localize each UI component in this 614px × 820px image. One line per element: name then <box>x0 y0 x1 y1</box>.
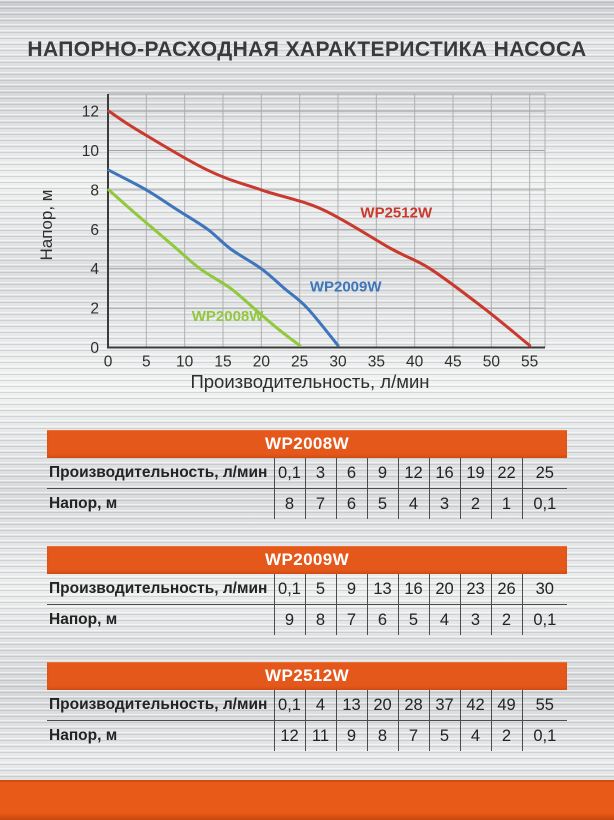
cell: 8 <box>367 721 398 752</box>
cell: 4 <box>305 690 336 721</box>
cell: 7 <box>305 489 336 520</box>
cell: 9 <box>336 721 367 752</box>
cell: 11 <box>305 721 336 752</box>
y-tick-label: 2 <box>90 300 99 318</box>
table-title: WP2009W <box>47 546 567 574</box>
y-tick-label: 10 <box>81 143 99 161</box>
cell: 0,1 <box>274 690 305 721</box>
x-tick-label: 45 <box>444 353 462 371</box>
cell: 0,1 <box>522 489 567 520</box>
x-tick-label: 0 <box>103 353 113 371</box>
cell: 7 <box>398 721 429 752</box>
cell: 5 <box>305 574 336 605</box>
x-tick-label: 15 <box>214 353 232 371</box>
series-curve-wp2512w <box>109 111 530 345</box>
cell: 49 <box>491 690 522 721</box>
cell: 12 <box>274 721 305 752</box>
cell: 4 <box>429 605 460 636</box>
x-tick-label: 25 <box>291 353 309 371</box>
table-row <box>47 458 567 489</box>
cell: 5 <box>429 721 460 752</box>
cell: 2 <box>491 721 522 752</box>
footer-accent-bar <box>0 780 614 820</box>
cell: 0,1 <box>274 458 305 489</box>
cell: 3 <box>460 605 491 636</box>
cell: 5 <box>367 489 398 520</box>
cell: 4 <box>460 721 491 752</box>
series-label-wp2008w: WP2008W <box>191 307 264 325</box>
cell: 9 <box>274 605 305 636</box>
cell: 42 <box>460 690 491 721</box>
x-tick-label: 20 <box>252 353 270 371</box>
cell: 23 <box>460 574 491 605</box>
table-title: WP2008W <box>47 430 567 458</box>
cell: 8 <box>274 489 305 520</box>
cell: 0,1 <box>522 605 567 636</box>
cell: 30 <box>522 574 567 605</box>
cell: 0,1 <box>274 574 305 605</box>
cell: 37 <box>429 690 460 721</box>
row-label: Производительность, л/мин <box>49 464 268 481</box>
x-axis-title: Производительность, л/мин <box>190 371 430 392</box>
y-tick-label: 4 <box>90 261 99 279</box>
page-title: НАПОРНО-РАСХОДНАЯ ХАРАКТЕРИСТИКА НАСОСА <box>27 38 587 61</box>
row-label: Напор, м <box>47 489 274 520</box>
cell: 16 <box>398 574 429 605</box>
cell: 6 <box>336 458 367 489</box>
pump-curve-chart <box>0 85 614 405</box>
x-tick-label: 40 <box>406 353 424 371</box>
row-label: Производительность, л/мин <box>49 580 268 597</box>
cell: 12 <box>398 458 429 489</box>
x-tick-label: 35 <box>367 353 385 371</box>
cell: 2 <box>491 605 522 636</box>
cell: 20 <box>429 574 460 605</box>
cell: 28 <box>398 690 429 721</box>
row-label: Напор, м <box>47 605 274 636</box>
table-row <box>47 690 567 721</box>
cell: 16 <box>429 458 460 489</box>
cell: 22 <box>491 458 522 489</box>
series-label-wp2512w: WP2512W <box>360 204 433 222</box>
table-row <box>47 574 567 605</box>
x-tick-label: 10 <box>176 353 194 371</box>
x-tick-label: 55 <box>521 353 539 371</box>
spec-table-wp2008w <box>47 430 567 519</box>
cell: 5 <box>398 605 429 636</box>
cell: 7 <box>336 605 367 636</box>
spec-table-wp2512w <box>47 662 567 751</box>
cell: 4 <box>398 489 429 520</box>
y-tick-label: 0 <box>90 340 99 357</box>
cell: 1 <box>491 489 522 520</box>
cell: 0,1 <box>522 721 567 752</box>
chart-canvas <box>0 85 614 405</box>
cell: 13 <box>367 574 398 605</box>
y-tick-label: 12 <box>81 103 99 121</box>
cell: 19 <box>460 458 491 489</box>
cell: 13 <box>336 690 367 721</box>
spec-table-wp2009w <box>47 546 567 635</box>
cell: 9 <box>367 458 398 489</box>
cell: 20 <box>367 690 398 721</box>
cell: 26 <box>491 574 522 605</box>
cell: 6 <box>367 605 398 636</box>
table-row <box>47 721 567 752</box>
table-row <box>47 489 567 520</box>
cell: 55 <box>522 690 567 721</box>
x-tick-label: 5 <box>142 353 151 371</box>
y-axis-title: Напор, м <box>37 189 56 261</box>
table-title: WP2512W <box>47 662 567 690</box>
cell: 2 <box>460 489 491 520</box>
x-tick-label: 50 <box>482 353 500 371</box>
y-tick-label: 6 <box>90 221 99 239</box>
series-label-wp2009w: WP2009W <box>309 278 382 296</box>
table-row <box>47 605 567 636</box>
x-tick-label: 30 <box>329 353 347 371</box>
cell: 3 <box>305 458 336 489</box>
cell: 9 <box>336 574 367 605</box>
y-tick-label: 8 <box>90 182 99 200</box>
row-label: Производительность, л/мин <box>49 696 268 713</box>
cell: 8 <box>305 605 336 636</box>
cell: 6 <box>336 489 367 520</box>
cell: 3 <box>429 489 460 520</box>
cell: 25 <box>522 458 567 489</box>
row-label: Напор, м <box>47 721 274 752</box>
